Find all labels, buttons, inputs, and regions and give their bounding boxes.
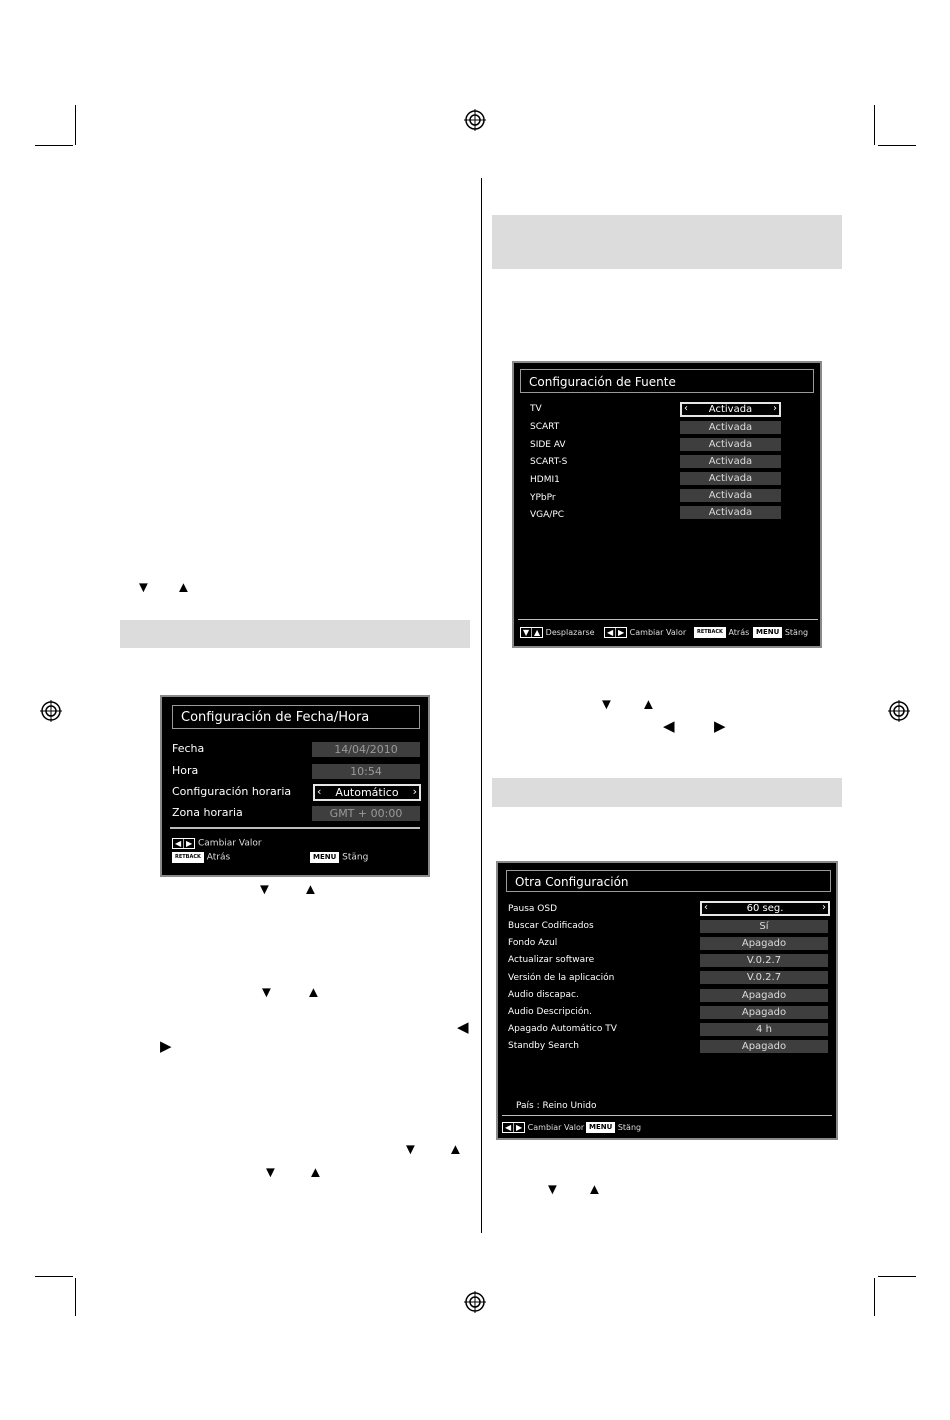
row-label: TV	[530, 404, 542, 414]
row-label: Fondo Azul	[508, 938, 558, 948]
hint-text: Stäng	[342, 852, 369, 863]
retback-key: RETBACK	[694, 627, 726, 638]
osd-timeout-selector[interactable]	[700, 901, 830, 916]
hint-text: Cambiar Valor	[629, 628, 687, 637]
row-label: SCART	[530, 422, 560, 432]
registration-mark-icon	[40, 700, 62, 722]
setting-value[interactable]: Apagado	[700, 1006, 828, 1019]
back-hint	[172, 852, 230, 863]
down-arrow-icon: ▼	[403, 1141, 418, 1158]
crop-mark	[878, 145, 916, 146]
hint-text: Cambiar Valor	[527, 1123, 585, 1132]
chevron-right-icon[interactable]: ›	[773, 403, 777, 414]
left-arrow-icon: ◀	[457, 1019, 469, 1036]
setting-value[interactable]: V.0.2.7	[700, 971, 828, 984]
registration-mark-icon	[464, 109, 486, 131]
menu-separator	[518, 619, 818, 620]
chevron-left-icon[interactable]: ‹	[704, 902, 708, 913]
source-value[interactable]: Activada	[680, 506, 781, 519]
left-right-key-icon: ◀│▶	[172, 838, 195, 849]
up-arrow-icon: ▲	[641, 696, 656, 713]
section-heading-band	[492, 215, 842, 269]
down-arrow-icon: ▼	[545, 1181, 560, 1198]
osd-timeout-value: 60 seg.	[746, 903, 784, 914]
setting-value[interactable]: Apagado	[700, 1040, 828, 1053]
crop-mark	[35, 145, 73, 146]
close-hint	[310, 852, 368, 863]
time-setting-value: Automático	[335, 786, 399, 799]
row-label: YPbPr	[530, 493, 556, 503]
source-value[interactable]: Activada	[680, 421, 781, 434]
row-label: Standby Search	[508, 1041, 579, 1051]
setting-value[interactable]: 4 h	[700, 1023, 828, 1036]
hint-text: Cambiar Valor	[198, 838, 262, 849]
change-value-hint	[172, 838, 262, 849]
change-value-hint	[502, 1122, 584, 1133]
setting-value[interactable]: Sí	[700, 920, 828, 933]
hint-text: Stäng	[784, 628, 809, 637]
down-arrow-icon: ▼	[257, 881, 272, 898]
row-label: SCART-S	[530, 457, 568, 467]
date-value: 14/04/2010	[312, 742, 420, 757]
menu-title: Otra Configuración	[506, 870, 831, 892]
setting-value[interactable]: V.0.2.7	[700, 954, 828, 967]
section-heading-band	[120, 620, 470, 648]
up-arrow-icon: ▲	[303, 881, 318, 898]
close-hint	[586, 1122, 641, 1133]
column-divider	[481, 178, 482, 1233]
row-label: Zona horaria	[172, 806, 243, 819]
up-arrow-icon: ▲	[587, 1181, 602, 1198]
row-label: HDMI1	[530, 475, 560, 485]
left-right-key-icon: ◀│▶	[604, 627, 627, 638]
hint-text: Desplazarse	[545, 628, 595, 637]
row-label: Buscar Codificados	[508, 921, 594, 931]
section-heading-band	[492, 778, 842, 807]
registration-mark-icon	[464, 1291, 486, 1313]
source-value[interactable]: Activada	[680, 489, 781, 502]
country-label: País : Reino Unido	[516, 1101, 597, 1111]
row-label: Audio discapac.	[508, 990, 579, 1000]
crop-mark	[878, 1276, 916, 1277]
source-settings-menu	[512, 361, 822, 648]
source-value[interactable]: Activada	[680, 438, 781, 451]
right-arrow-icon: ▶	[160, 1038, 172, 1055]
up-arrow-icon: ▲	[306, 984, 321, 1001]
down-arrow-icon: ▼	[259, 984, 274, 1001]
chevron-left-icon[interactable]: ‹	[317, 785, 322, 798]
time-setting-selector[interactable]	[313, 784, 421, 801]
timezone-value: GMT + 00:00	[312, 806, 420, 821]
source-value[interactable]: Activada	[680, 455, 781, 468]
up-arrow-icon: ▲	[308, 1164, 323, 1181]
menu-key: MENU	[310, 852, 339, 863]
row-label: Fecha	[172, 742, 205, 755]
registration-mark-icon	[888, 700, 910, 722]
up-arrow-icon: ▲	[176, 579, 191, 596]
row-label: Audio Descripción.	[508, 1007, 592, 1017]
back-hint	[694, 627, 749, 638]
row-label: SIDE AV	[530, 440, 566, 450]
date-time-settings-menu	[160, 695, 430, 877]
setting-value[interactable]: Apagado	[700, 989, 828, 1002]
hint-text: Stäng	[617, 1123, 642, 1132]
tv-source-value: Activada	[708, 404, 753, 415]
retback-key: RETBACK	[172, 852, 204, 863]
setting-value[interactable]: Apagado	[700, 937, 828, 950]
row-label: VGA/PC	[530, 510, 565, 520]
menu-separator	[170, 827, 420, 829]
close-hint	[753, 627, 808, 638]
up-down-key-icon: ▼│▲	[520, 627, 543, 638]
row-label: Pausa OSD	[508, 904, 558, 914]
down-arrow-icon: ▼	[136, 579, 151, 596]
time-value: 10:54	[312, 764, 420, 779]
down-arrow-icon: ▼	[599, 696, 614, 713]
right-arrow-icon: ▶	[714, 718, 726, 735]
change-value-hint	[604, 627, 686, 638]
menu-title: Configuración de Fuente	[520, 369, 814, 393]
crop-mark	[874, 105, 875, 145]
menu-key: MENU	[753, 627, 782, 638]
left-right-key-icon: ◀│▶	[502, 1122, 525, 1133]
left-arrow-icon: ◀	[663, 718, 675, 735]
row-label: Hora	[172, 764, 199, 777]
chevron-right-icon[interactable]: ›	[822, 902, 826, 913]
tv-source-selector[interactable]	[680, 402, 781, 417]
other-settings-menu	[496, 861, 838, 1140]
row-label: Versión de la aplicación	[508, 973, 615, 983]
hint-text: Atrás	[206, 852, 231, 863]
menu-separator	[502, 1115, 832, 1116]
menu-title: Configuración de Fecha/Hora	[172, 705, 420, 729]
row-label: Configuración horaria	[172, 785, 292, 798]
row-label: Apagado Automático TV	[508, 1024, 617, 1034]
hint-text: Atrás	[728, 628, 750, 637]
row-label: Actualizar software	[508, 955, 595, 965]
chevron-left-icon[interactable]: ‹	[684, 403, 688, 414]
crop-mark	[35, 1276, 73, 1277]
up-arrow-icon: ▲	[448, 1141, 463, 1158]
crop-mark	[874, 1278, 875, 1316]
down-arrow-icon: ▼	[263, 1164, 278, 1181]
crop-mark	[75, 105, 76, 145]
crop-mark	[75, 1278, 76, 1316]
scroll-hint	[520, 627, 595, 638]
menu-key: MENU	[586, 1122, 615, 1133]
chevron-right-icon[interactable]: ›	[412, 785, 417, 798]
source-value[interactable]: Activada	[680, 472, 781, 485]
